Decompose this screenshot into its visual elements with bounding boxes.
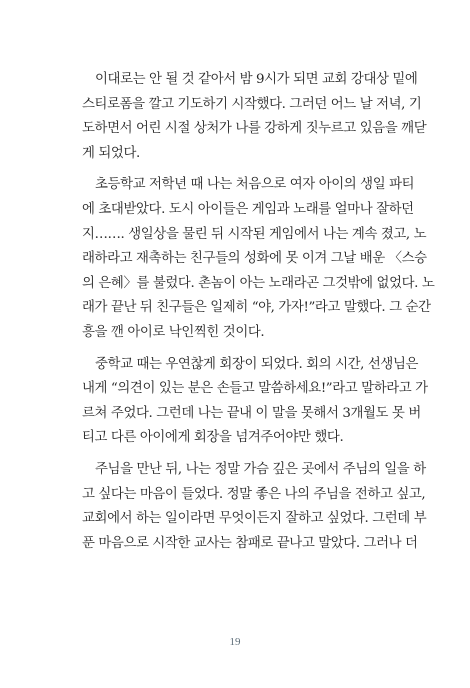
text-line: 초등학교 저학년 때 나는 처음으로 여자 아이의 생일 파티 <box>95 177 415 193</box>
text-line: 이대로는 안 될 것 같아서 밤 9시가 되면 교회 강대상 밑에 <box>95 72 418 87</box>
text-line: 주님을 만난 뒤, 나는 정말 가슴 깊은 곳에서 주님의 일을 하 <box>95 461 426 477</box>
text-line: 내게 “의견이 있는 분은 손들고 말씀하세요!”라고 말하라고 가 <box>82 381 428 397</box>
text-line: 교회에서 하는 일이라면 무엇이든지 잘하고 싶었다. 그런데 부 <box>82 511 427 527</box>
text-line: 르쳐 주었다. 그런데 나는 끝내 이 말을 못해서 3개월도 못 버 <box>82 405 421 421</box>
text-line: 지……. 생일상을 물린 뒤 시작된 게임에서 나는 계속 졌고, 노 <box>82 226 427 242</box>
text-line: 티고 다른 아이에게 회장을 넘겨주어야만 했다. <box>82 430 344 446</box>
paragraph-4 <box>82 458 427 556</box>
text-line: 고 싶다는 마음이 들었다. 정말 좋은 나의 주님을 전하고 싶고, <box>82 486 426 502</box>
text-line: 중학교 때는 우연찮게 회장이 되었다. 회의 시간, 선생님은 <box>95 356 419 372</box>
body-text <box>82 68 435 563</box>
text-line: 래가 끝난 뒤 친구들은 일제히 “야, 가자!”라고 말했다. 그 순간 <box>82 300 431 316</box>
paragraph-2 <box>82 173 435 345</box>
text-line: 푼 마음으로 시작한 교사는 참패로 끝나고 말았다. 그러나 더 <box>82 535 418 551</box>
text-line: 흥을 깬 아이로 낙인찍힌 것이다. <box>82 324 265 340</box>
page-number: 19 <box>229 636 241 648</box>
text-line: 의 은혜〉를 불렀다. 촌놈이 아는 노래라곤 그것밖에 없었다. 노 <box>82 275 435 291</box>
text-line: 게 되었다. <box>82 145 140 161</box>
text-line: 스티로폼을 깔고 기도하기 시작했다. 그러던 어느 날 저녁, 기 <box>82 96 422 112</box>
text-line: 도하면서 어린 시절 상처가 나를 강하게 짓누르고 있음을 깨닫 <box>82 121 427 137</box>
text-line: 래하라고 재촉하는 친구들의 성화에 못 이겨 그날 배운 〈스승 <box>82 251 427 267</box>
text-line: 에 초대받았다. 도시 아이들은 게임과 노래를 얼마나 잘하던 <box>82 201 414 217</box>
paragraph-3 <box>82 353 428 451</box>
paragraph-1 <box>82 68 427 166</box>
